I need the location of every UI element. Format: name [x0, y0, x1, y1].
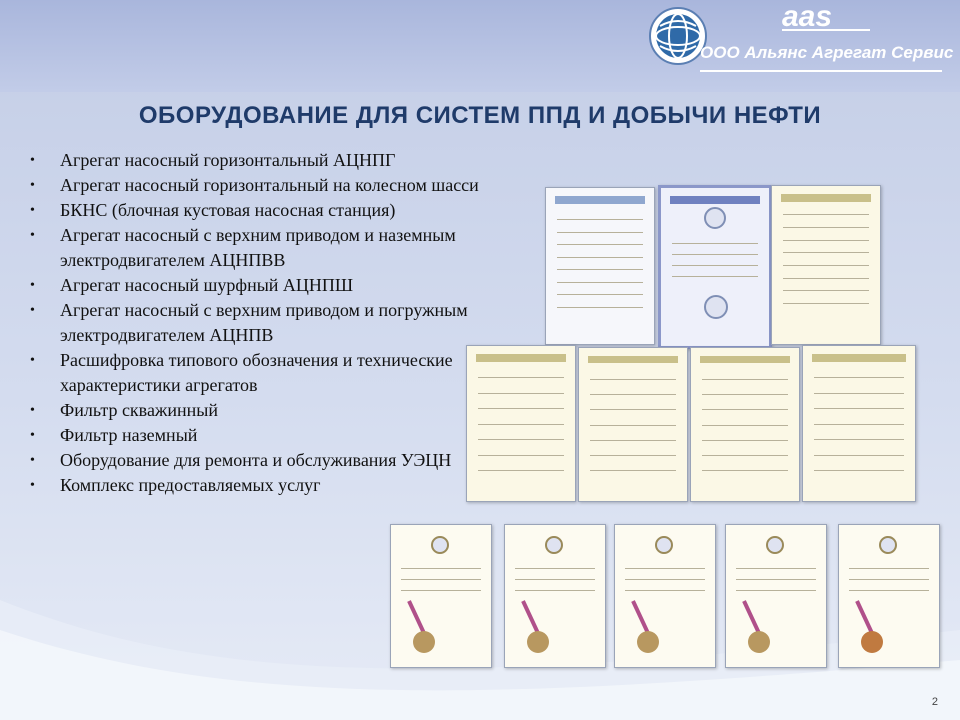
bullet-icon: • [30, 353, 35, 368]
list-item [30, 198, 500, 223]
bullet-icon: • [30, 203, 35, 218]
bullet-icon: • [30, 478, 35, 493]
list-item-text: Оборудование для ремонта и обслуживания УЭЦН [60, 450, 452, 470]
page-title: ОБОРУДОВАНИЕ ДЛЯ СИСТЕМ ППД И ДОБЫЧИ НЕФТИ [138, 102, 822, 129]
bullet-icon: • [30, 303, 35, 318]
aas-logo [778, 0, 878, 34]
certificate-image [771, 185, 881, 345]
list-item-text: Фильтр наземный [60, 425, 198, 445]
globe-logo-icon [648, 6, 708, 66]
bullet-icon: • [30, 428, 35, 443]
list-item [30, 148, 500, 173]
list-item [30, 173, 500, 198]
list-item-text: Агрегат насосный горизонтальный АЦНПГ [60, 150, 396, 170]
bullet-icon: • [30, 178, 35, 193]
bullet-icon: • [30, 153, 35, 168]
certificate-image [578, 347, 688, 502]
list-item [30, 473, 500, 498]
patent-image [390, 524, 492, 668]
list-item-text: Комплекс предоставляемых услуг [60, 475, 321, 495]
list-item [30, 348, 500, 398]
list-item-text: Расшифровка типового обозначения и технические характеристики агрегатов [60, 350, 453, 395]
certificate-image [802, 345, 916, 502]
bullet-icon: • [30, 278, 35, 293]
certificate-image [658, 185, 772, 349]
list-item [30, 223, 500, 273]
equipment-list [30, 148, 500, 498]
certificate-image [466, 345, 576, 502]
patent-image [838, 524, 940, 668]
certificate-image [690, 347, 800, 502]
list-item [30, 448, 500, 473]
company-name: ООО Альянс Агрегат Сервис [700, 43, 954, 62]
list-item [30, 273, 500, 298]
list-item-text: Фильтр скважинный [60, 400, 218, 420]
bullet-icon: • [30, 228, 35, 243]
bullet-icon: • [30, 403, 35, 418]
patent-image [504, 524, 606, 668]
list-item-text: Агрегат насосный шурфный АЦНПШ [60, 275, 354, 295]
list-item-text: БКНС (блочная кустовая насосная станция) [60, 200, 396, 220]
patent-image [725, 524, 827, 668]
list-item [30, 423, 500, 448]
patent-image [614, 524, 716, 668]
bullet-icon: • [30, 453, 35, 468]
list-item-text: Агрегат насосный с верхним приводом и наземным электродвигателем АЦНПВВ [60, 225, 456, 270]
list-item [30, 398, 500, 423]
list-item [30, 298, 500, 348]
certificate-image [545, 187, 655, 345]
page-number: 2 [931, 696, 938, 708]
list-item-text: Агрегат насосный горизонтальный на колесном шасси [60, 175, 479, 195]
list-item-text: Агрегат насосный с верхним приводом и погружным электродвигателем АЦНПВ [60, 300, 468, 345]
header-divider [700, 70, 942, 72]
svg-text:aas: aas [782, 0, 833, 33]
